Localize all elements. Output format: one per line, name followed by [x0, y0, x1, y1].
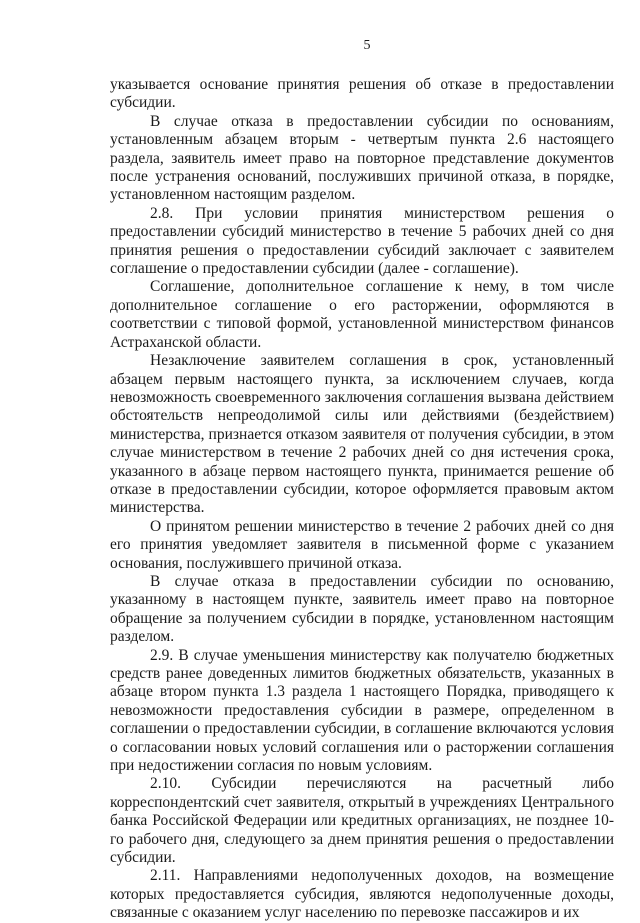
paragraph-agreement-form: Соглашение, дополнительное соглашение к нему, в том числе дополнительное соглашение о его расторжении, оформляются в соответствии с типовой формой, установленной министерством финансов Астраханской области.	[110, 278, 614, 351]
paragraph-2-11: 2.11. Направлениями недополученных доходов, на возмещение которых предоставляется субсидия, являются недополученные доходы, связанные с оказанием услуг населению по перевозке пассажиров и их	[110, 867, 614, 922]
paragraph-refusal-resubmission: В случае отказа в предоставлении субсидии по основаниям, установленным абзацем вторым - четвертым пункта 2.6 настоящего раздела, заявитель имеет право на повторное представление документов после устранения оснований, послуживших причиной отказа, в порядке, установленном настоящим разделом.	[110, 112, 614, 204]
paragraph-non-conclusion: Незаключение заявителем соглашения в срок, установленный абзацем первым настоящего пункта, за исключением случаев, когда невозможность своевременного заключения соглашения вызвана действием обстоятельств непреодолимой силы или действиями (бездействием) министерства, признается отказом заявителя от получения субсидии, в этом случае министерством в течение 2 рабочих дней со дня истечения срока, указанного в абзаце первом настоящего пункта, принимается решение об отказе в предоставлении субсидии, которое оформляется правовым актом министерства.	[110, 352, 614, 517]
paragraph-notification: О принятом решении министерство в течение 2 рабочих дней со дня его принятия уведомляет заявителя в письменной форме с указанием основания, послужившего причиной отказа.	[110, 517, 614, 572]
paragraph-2-9: 2.9. В случае уменьшения министерству как получателю бюджетных средств ранее доведенных лимитов бюджетных обязательств, указанных в абзаце втором пункта 1.3 раздела 1 настоящего Порядка, приводящего к невозможности предоставления субсидии в размере, определенном в соглашении о предоставлении субсидии, в соглашение включаются условия о согласовании новых условий соглашения или о расторжении соглашения при недостижении согласия по новым условиям.	[110, 646, 614, 775]
paragraph-continuation: указывается основание принятия решения об отказе в предоставлении субсидии.	[110, 76, 614, 112]
paragraph-2-10: 2.10. Субсидии перечисляются на расчетный либо корреспондентский счет заявителя, открытый в учреждениях Центрального банка Российской Федерации или кредитных организациях, не позднее 10-го рабочего дня, следующего за днем принятия решения о предоставлении субсидии.	[110, 775, 614, 867]
paragraph-2-8: 2.8. При условии принятия министерством решения о предоставлении субсидий министерство в течение 5 рабочих дней со дня принятия решения о предоставлении субсидий заключает с заявителем соглашение о предоставлении субсидии (далее - соглашение).	[110, 204, 614, 278]
paragraph-repeat-application: В случае отказа в предоставлении субсидии по основанию, указанному в настоящем пункте, заявитель имеет право на повторное обращение за получением субсидии в порядке, установленном настоящим разделом.	[110, 572, 614, 646]
page-number: 5	[363, 38, 371, 53]
